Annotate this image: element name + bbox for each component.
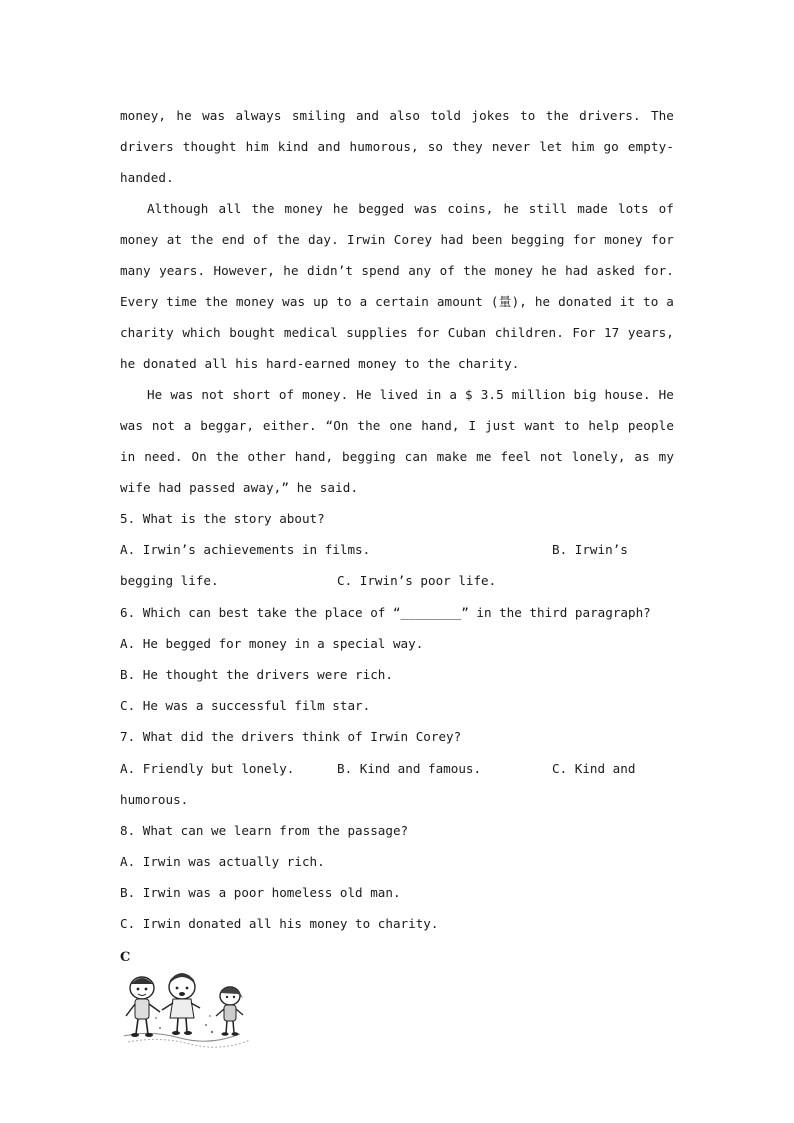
question-8-option-a: A. Irwin was actually rich. <box>120 854 325 870</box>
question-5-option-b-continued: begging life. <box>120 573 219 589</box>
question-6-option-c: C. He was a successful film star. <box>120 698 371 714</box>
question-5-option-a: A. Irwin’s achievements in films. <box>120 542 371 558</box>
question-6-option-b: B. He thought the drivers were rich. <box>120 666 393 682</box>
question-8-stem: 8. What can we learn from the passage? <box>120 822 409 838</box>
passage-paragraph-2: Although all the money he begged was coins, he still made lots of money at the end of the day. Irwin Corey had been begging for money for many years. However, he didn’t spend any of the money he had asked for. Every time the money was up to a certain amount (量), he donated it to a charity which bought medical supplies for Cuban children. For 17 years, he donated all his hard-earned money to the charity. <box>120 201 674 371</box>
question-7-option-a: A. Friendly but lonely. <box>120 760 295 776</box>
question-7-option-c-continued: humorous. <box>120 791 189 807</box>
question-5-options-row <box>120 534 674 565</box>
question-6-stem: 6. Which can best take the place of “________” in the third paragraph? <box>120 604 651 620</box>
question-8-option-b: B. Irwin was a poor homeless old man. <box>120 885 401 901</box>
question-7-stem: 7. What did the drivers think of Irwin Corey? <box>120 729 462 745</box>
question-5-option-c: C. Irwin’s poor life. <box>337 573 497 589</box>
question-5-option-b: B. Irwin’s <box>552 542 628 558</box>
question-8-option-c: C. Irwin donated all his money to charity. <box>120 916 439 932</box>
question-5-options-row-2 <box>120 565 674 596</box>
question-7-option-c: C. Kind and <box>552 760 636 776</box>
question-6-option-a: A. He begged for money in a special way. <box>120 635 424 651</box>
section-c-label: C <box>120 949 131 965</box>
question-5-stem: 5. What is the story about? <box>120 511 325 526</box>
document-page <box>120 100 674 1050</box>
question-7-option-b: B. Kind and famous. <box>337 760 482 776</box>
passage-paragraph-1: money, he was always smiling and also told jokes to the drivers. The drivers thought him kind and humorous, so they never let him go empty-handed. <box>120 108 674 185</box>
children-illustration-icon <box>120 970 260 1050</box>
question-7-options-row <box>120 753 674 784</box>
passage-paragraph-3: He was not short of money. He lived in a $ 3.5 million big house. He was not a beggar, either. “On the one hand, I just want to help people in need. On the other hand, begging can make me feel not lonely, as my wife had passed away,” he said. <box>120 387 674 495</box>
